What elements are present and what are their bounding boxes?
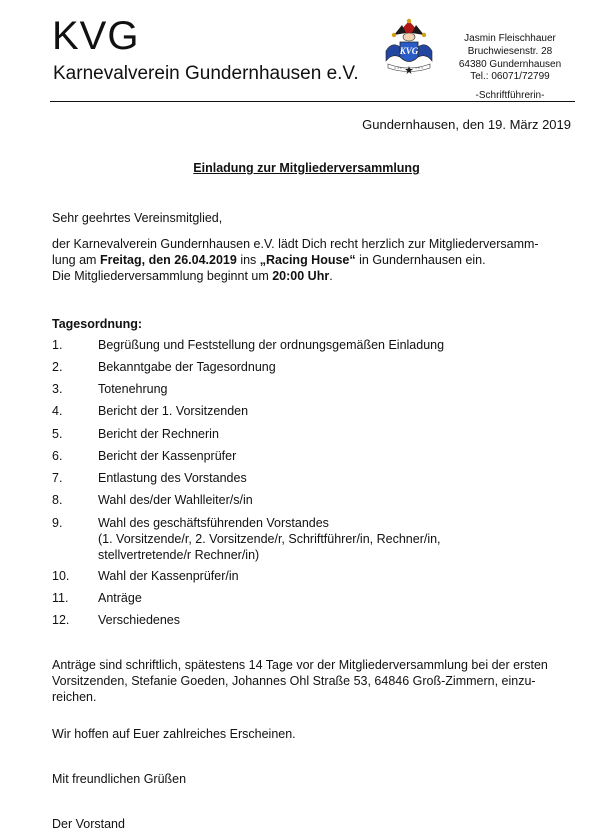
sender-role: -Schriftführerin- — [475, 90, 545, 101]
intro-paragraph — [52, 236, 582, 284]
date-line: Gundernhausen, den 19. März 2019 — [362, 117, 571, 132]
intro-line-1: der Karnevalverein Gundernhausen e.V. lädt Dich recht herzlich zur Mitgliederversamm- — [52, 237, 539, 251]
closing-hope: Wir hoffen auf Euer zahlreiches Erscheinen. — [52, 727, 296, 741]
svg-text:KVG: KVG — [399, 46, 419, 56]
agenda-title: Tagesordnung: — [52, 317, 143, 331]
motions-paragraph: Anträge sind schriftlich, spätestens 14 Tage vor der Mitgliederversammlung bei der ersten Vorsitzenden, Stefanie Goeden, Johannes Ohl Straße 53, 64846 Groß-Zimmern, einzu- reichen. — [52, 658, 548, 704]
club-logo — [380, 17, 438, 75]
salutation: Sehr geehrtes Vereinsmitglied, — [52, 211, 223, 225]
sender-name: Jasmin Fleischhauer — [464, 33, 556, 44]
closing-greeting: Mit freundlichen Grüßen — [52, 772, 187, 786]
letterhead-abbreviation: KVG — [52, 14, 140, 58]
sender-street: Bruchwiesenstr. 28 — [467, 46, 553, 57]
signature: Der Vorstand — [52, 817, 125, 831]
sender-city: 64380 Gundernhausen — [458, 59, 562, 70]
letter-subject: Einladung zur Mitgliederversammlung — [193, 161, 420, 175]
sender-phone: Tel.: 06071/72799 — [470, 71, 550, 82]
header-divider — [50, 101, 575, 102]
letterhead-club-name: Karnevalverein Gundernhausen e.V. — [53, 63, 359, 84]
intro-line-2: lung am Freitag, den 26.04.2019 ins „Racing House“ in Gundernhausen ein. — [52, 253, 486, 267]
meeting-time: 20:00 Uhr — [272, 269, 330, 283]
meeting-venue: „Racing House“ — [259, 253, 356, 267]
meeting-date: Freitag, den 26.04.2019 — [99, 253, 237, 267]
intro-line-3: Die Mitgliederversammlung beginnt um 20:00 Uhr. — [52, 269, 333, 283]
